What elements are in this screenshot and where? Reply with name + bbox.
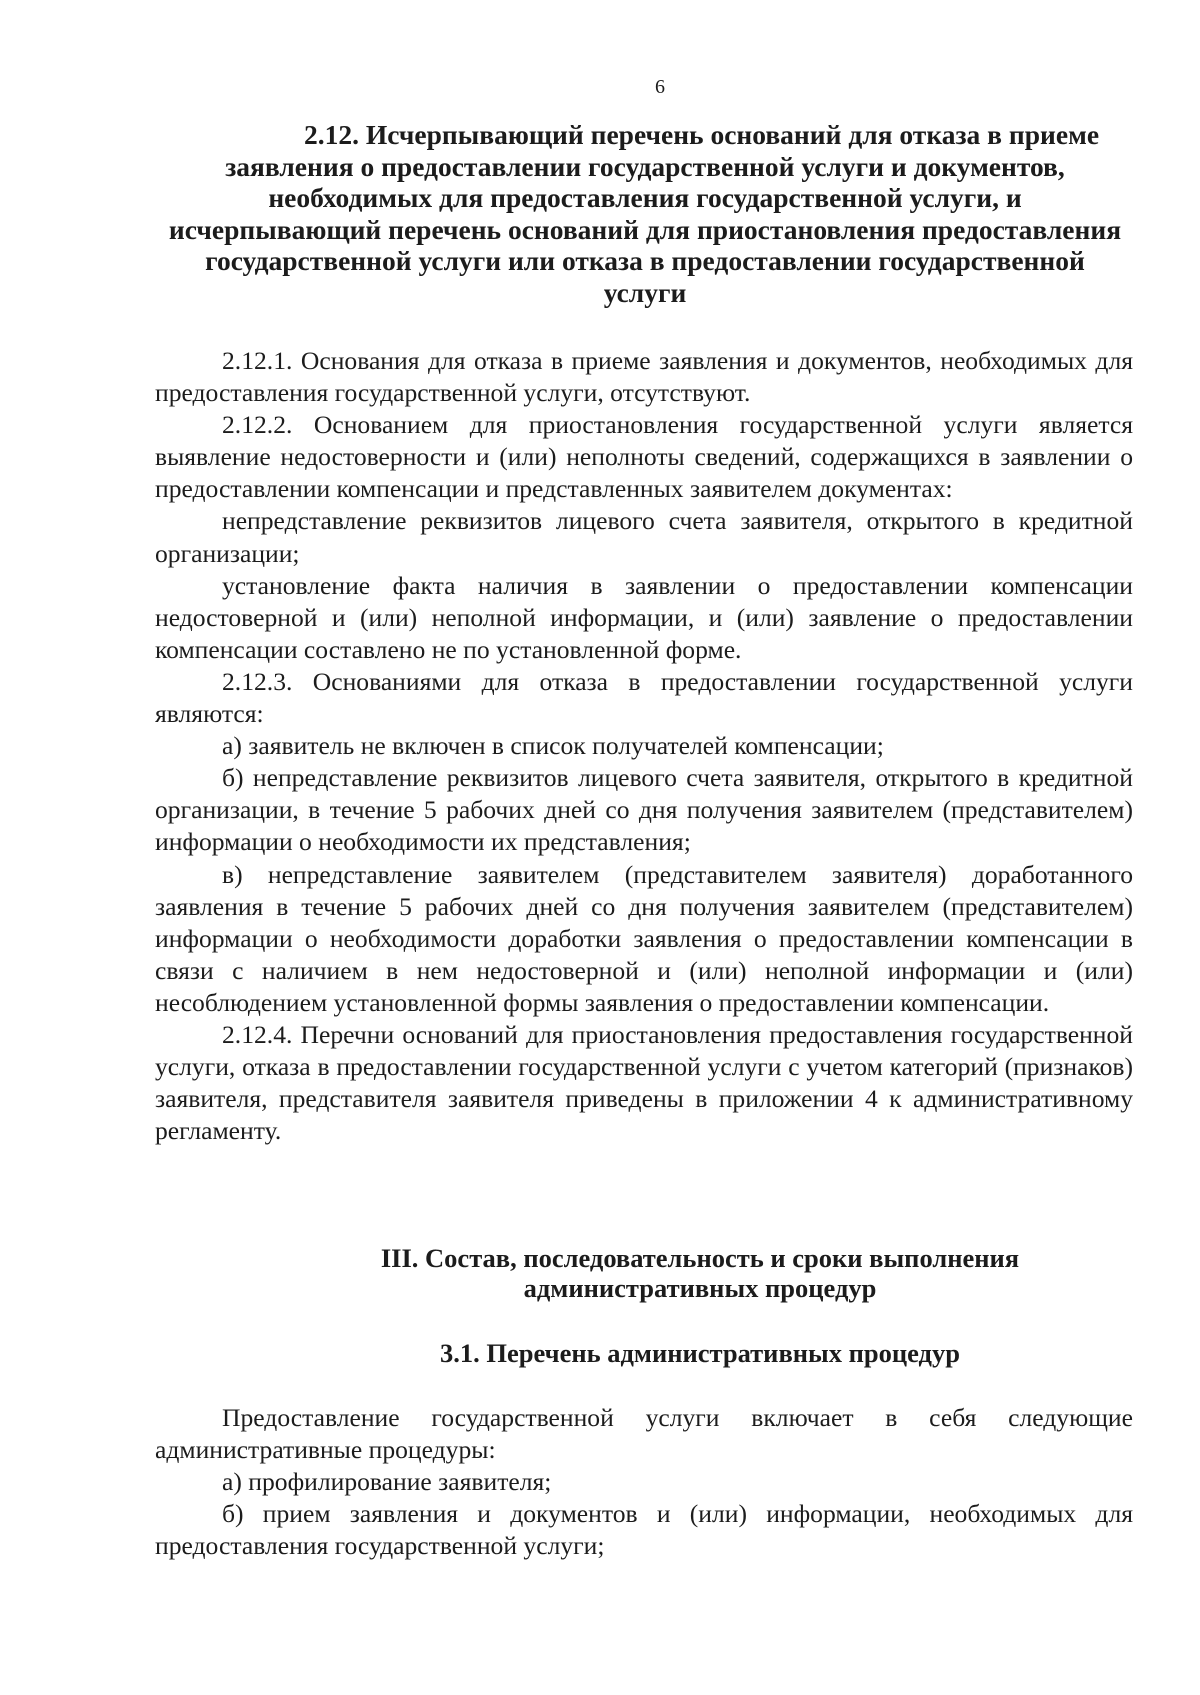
paragraph-2-12-2-item-2: установление факта наличия в заявлении о предоставлении компенсации недостоверной и (или) неполной информации, и (или) заявление о предоставлении компенсации составлено не по установленной форме. — [155, 570, 1133, 664]
heading-line: 2.12. Исчерпывающий перечень оснований для отказа в приеме — [303, 119, 1100, 150]
paragraph-3-1-item-b: б) прием заявления и документов и (или) информации, необходимых для предоставления государственной услуги; — [155, 1499, 1133, 1561]
heading-line: административных процедур — [523, 1273, 877, 1303]
heading-line: исчерпывающий перечень оснований для приостановления предоставления — [168, 213, 1122, 245]
paragraph-2-12-3-item-a: а) заявитель не включен в список получателей компенсации; — [222, 731, 884, 761]
paragraph-2-12-3: 2.12.3. Основаниями для отказа в предоставлении государственной услуги являются: — [155, 666, 1133, 729]
section-3-1-heading: 3.1. Перечень административных процедур — [440, 1338, 960, 1368]
heading-line: государственной услуги или отказа в предоставлении государственной — [205, 245, 1085, 277]
paragraph-2-12-4: 2.12.4. Перечни оснований для приостановления предоставления государственной услуги, отказа в предоставлении государственной услуги с учетом категорий (признаков) заявителя, представителя заявителя приведены в приложении 4 к административному регламенту. — [155, 1019, 1133, 1146]
paragraph-2-12-3-item-v: в) непредставление заявителем (представителем заявителя) доработанного заявления в течение 5 рабочих дней со дня получения заявителем (представителем) информации о необходимости доработки заявления о предоставлении компенсации в связи с наличием в нем недостоверной и (или) неполной информации и (или) несоблюдением установленной формы заявления о предоставлении компенсации. — [155, 859, 1133, 1017]
paragraph-2-12-2: 2.12.2. Основанием для приостановления государственной услуги является выявление недостоверности и (или) неполноты сведений, содержащихся в заявлении о предоставлении компенсации и представленных заявителем документах: — [155, 410, 1133, 504]
heading-line: услуги — [603, 276, 687, 308]
heading-line: необходимых для предоставления государственной услуги, и — [268, 182, 1022, 214]
heading-line: III. Состав, последовательность и сроки выполнения — [380, 1243, 1020, 1273]
paragraph-2-12-2-item-1: непредставление реквизитов лицевого счета заявителя, открытого в кредитной организации; — [155, 506, 1133, 568]
paragraph-2-12-1: 2.12.1. Основания для отказа в приеме заявления и документов, необходимых для предоставления государственной услуги, отсутствуют. — [155, 346, 1133, 408]
section-3-heading — [260, 1243, 1140, 1303]
section-3-1-body — [155, 1402, 1133, 1562]
paragraph-3-1-item-a: а) профилирование заявителя; — [222, 1467, 552, 1497]
section-2-12-heading — [150, 119, 1140, 309]
paragraph-3-1-intro: Предоставление государственной услуги включает в себя следующие административные процедуры: — [155, 1403, 1133, 1465]
paragraph-2-12-3-item-b: б) непредставление реквизитов лицевого счета заявителя, открытого в кредитной организации, в течение 5 рабочих дней со дня получения заявителем (представителем) информации о необходимости их представления; — [155, 763, 1133, 857]
page-number: 6 — [655, 76, 665, 98]
section-2-12-body — [155, 345, 1133, 1147]
heading-line: заявления о предоставлении государственной услуги и документов, — [225, 150, 1065, 182]
